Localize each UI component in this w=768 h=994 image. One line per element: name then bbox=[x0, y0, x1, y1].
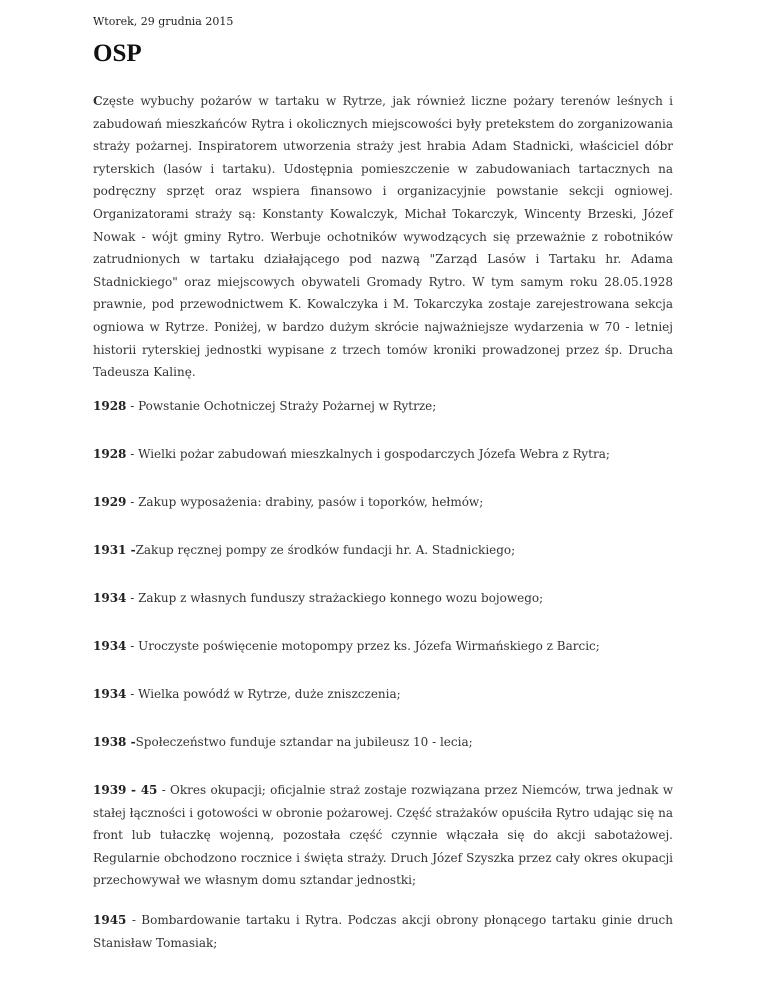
intro-paragraph bbox=[93, 90, 673, 384]
intro-text: zęste wybuchy pożarów w tartaku w Rytrze, jak również liczne pożary terenów leśnych i zabudowań mieszkańców Rytra i okolicznych miejscowości były pretekstem do zorganizowania straży pożarnej. Inspiratorem utworzenia straży jest hrabia Adam Stadnicki, właściciel dóbr ryterskich (lasów i tartaku). Udostępnia pomieszczenie w zabudowaniach tartacznych na podręczny sprzęt oraz wspiera finansowo i organizacyjnie powstanie sekcji ogniowej. Organizatorami straży są: Konstanty Kowalczyk, Michał Tokarczyk, Wincenty Brzeski, Józef Nowak - wójt gminy Rytro. Werbuje ochotników wywodzących się przeważnie z robotników zatrudnionych w tartaku działającego pod nazwą "Zarząd Lasów i Tartaku hr. Adama Stadnickiego" oraz miejscowych obywateli Gromady Rytro. W tym samym roku 28.05.1928 prawnie, pod przewodnictwem K. Kowalczyka i M. Tokarczyka zostaje zarejestrowana sekcja ogniowa w Rytrze. Poniżej, w bardzo dużym skrócie najważniejsze wydarzenia w 70 - letniej historii ryterskiej jednostki wypisane z trzech tomów kroniki prowadzonej przez śp. Drucha Tadeusza Kalinę. bbox=[93, 94, 673, 380]
post-date: Wtorek, 29 grudnia 2015 bbox=[93, 15, 234, 28]
timeline-text: - Wielka powódź w Rytrze, duże zniszczenia; bbox=[126, 687, 401, 701]
timeline-year: 1934 bbox=[93, 687, 127, 701]
timeline-text: - Zakup wyposażenia: drabiny, pasów i toporków, hełmów; bbox=[126, 495, 484, 509]
timeline-year: 1928 bbox=[93, 447, 127, 461]
timeline-entry bbox=[93, 539, 673, 562]
timeline-entry bbox=[93, 731, 673, 754]
page-title: OSP bbox=[93, 40, 142, 67]
timeline-entry bbox=[93, 909, 673, 954]
timeline-year: 1931 - bbox=[93, 543, 136, 557]
timeline-text: - Okres okupacji; oficjalnie straż zostaje rozwiązana przez Niemców, trwa jednak w stałej łączności i gotowości w obronie pożarowej. Część strażaków opuściła Rytro udając się na front lub tułaczkę wojenną, pozostała część czynnie włączała się do akcji sabotażowej. Regularnie obchodzono rocznice i święta straży. Druch Józef Szyszka przez cały okres okupacji przechowywał we własnym domu sztandar jednostki; bbox=[93, 783, 673, 888]
timeline-entry bbox=[93, 779, 673, 892]
timeline-year: 1929 bbox=[93, 495, 127, 509]
timeline-entry bbox=[93, 683, 673, 706]
timeline-entry bbox=[93, 443, 673, 466]
timeline-year: 1934 bbox=[93, 591, 127, 605]
timeline-text: - Wielki pożar zabudowań mieszkalnych i gospodarczych Józefa Webra z Rytra; bbox=[126, 447, 610, 461]
drop-letter: C bbox=[93, 94, 103, 108]
timeline-entry bbox=[93, 395, 673, 418]
timeline-text: - Zakup z własnych funduszy strażackiego konnego wozu bojowego; bbox=[126, 591, 544, 605]
timeline-year: 1939 - 45 bbox=[93, 783, 158, 797]
timeline-text: Społeczeństwo funduje sztandar na jubileusz 10 - lecia; bbox=[135, 735, 473, 749]
timeline-year: 1938 - bbox=[93, 735, 136, 749]
timeline-text: - Uroczyste poświęcenie motopompy przez ks. Józefa Wirmańskiego z Barcic; bbox=[126, 639, 600, 653]
timeline-year: 1945 bbox=[93, 913, 127, 927]
timeline-text: - Bombardowanie tartaku i Rytra. Podczas akcji obrony płonącego tartaku ginie druch Stanisław Tomasiak; bbox=[93, 913, 673, 950]
timeline-entry bbox=[93, 587, 673, 610]
timeline-entry bbox=[93, 635, 673, 658]
timeline-text: Zakup ręcznej pompy ze środków fundacji hr. A. Stadnickiego; bbox=[135, 543, 516, 557]
timeline-entry bbox=[93, 491, 673, 514]
timeline-year: 1928 bbox=[93, 399, 127, 413]
timeline-year: 1934 bbox=[93, 639, 127, 653]
timeline-text: - Powstanie Ochotniczej Straży Pożarnej w Rytrze; bbox=[126, 399, 437, 413]
article-body bbox=[93, 90, 673, 384]
